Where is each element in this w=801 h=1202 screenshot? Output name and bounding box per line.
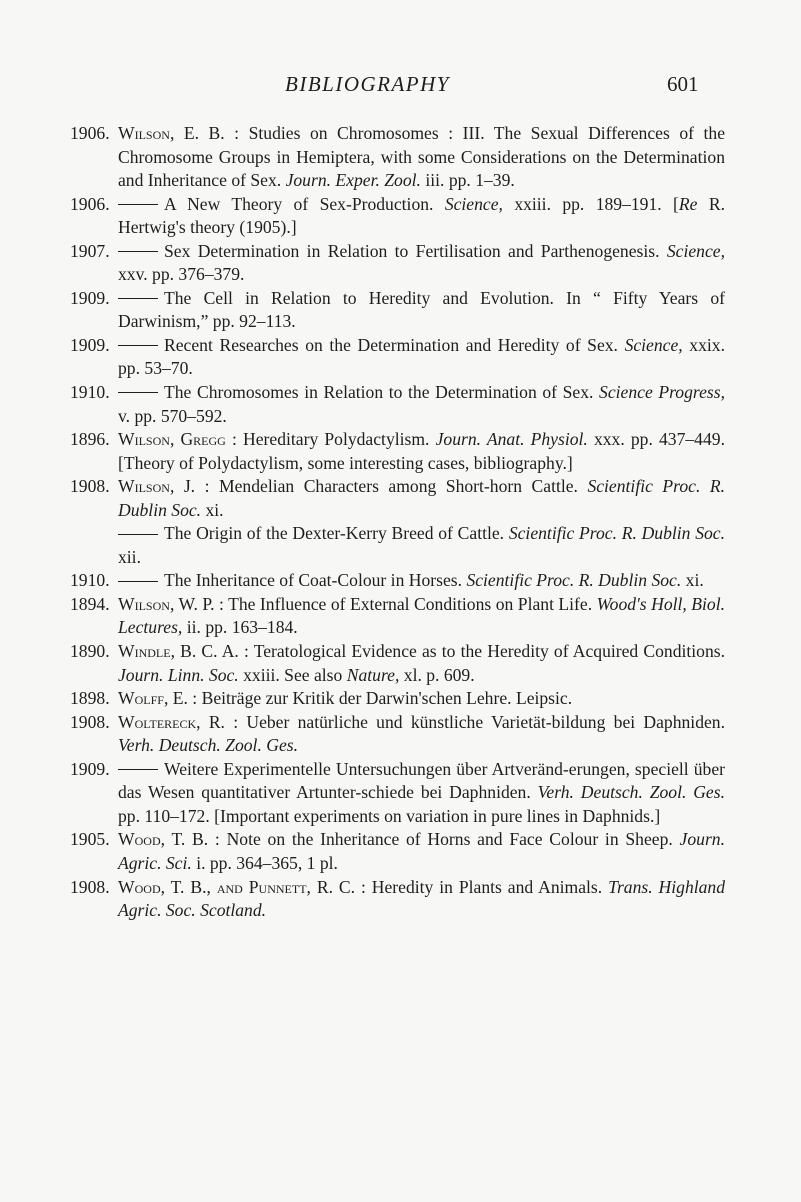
entry-title: A New Theory of Sex-Production. <box>164 193 434 214</box>
bibliography-entry <box>70 522 725 569</box>
entry-text <box>118 287 725 334</box>
bibliography-entry <box>70 640 725 687</box>
entry-year: 1898. <box>70 688 110 709</box>
entry-text <box>118 711 725 758</box>
entry-text <box>118 522 725 569</box>
entry-text <box>118 687 725 711</box>
entry-author: Woltereck, R. : <box>118 711 239 732</box>
entry-journal: Scientific Proc. R. Dublin Soc. <box>466 570 682 591</box>
entry-details: xi. <box>685 570 704 591</box>
entry-title: Mendelian Characters among Short-horn Cattle. <box>218 476 578 497</box>
entry-text <box>118 475 725 522</box>
entry-details: xi. <box>205 499 224 520</box>
page-number: 601 <box>667 72 699 96</box>
entry-journal: Journ. Linn. Soc. <box>118 664 239 685</box>
bibliography-entry <box>70 475 725 522</box>
entry-details: xl. p. 609. <box>403 664 475 685</box>
entry-text <box>118 428 725 475</box>
entry-author: Wilson, E. B. : <box>118 123 240 143</box>
ditto-dash <box>118 345 158 346</box>
bibliography-entry <box>70 122 725 193</box>
entry-author: Wood, T. B. : <box>118 829 220 850</box>
entry-text <box>118 240 725 287</box>
entry-text <box>118 381 725 428</box>
bibliography-entry <box>70 711 725 758</box>
ditto-dash <box>118 204 158 205</box>
entry-title: The Influence of External Conditions on Plant Life. <box>228 593 593 614</box>
bibliography-entry <box>70 687 725 711</box>
entry-journal: Journ. Anat. Physiol. <box>435 429 588 450</box>
entry-details: ii. pp. 163–184. <box>186 617 298 638</box>
bibliography-entry <box>70 758 725 829</box>
entry-note: R. Hertwig's theory (1905).] <box>118 193 725 238</box>
entry-journal: Nature, <box>346 664 400 685</box>
ditto-dash <box>118 534 158 535</box>
entry-journal: Science, <box>666 240 725 261</box>
ditto-dash <box>118 769 158 770</box>
entry-year: 1906. <box>70 123 110 143</box>
entry-journal: Scientific Proc. R. Dublin Soc. <box>118 476 725 520</box>
entry-text <box>118 828 725 875</box>
entry-year: 1890. <box>70 641 110 662</box>
entry-journal: Science, <box>444 193 503 214</box>
entry-details: xxx. pp. 437–449. [Theory of Polydactylism, some interesting cases, bibliography.] <box>118 429 725 473</box>
bibliography-entry <box>70 334 725 381</box>
entry-text <box>118 569 725 593</box>
entry-note-marker: Re <box>678 193 698 214</box>
entry-details: xxv. pp. 376–379. <box>118 264 245 285</box>
entry-year: 1910. <box>70 570 110 591</box>
running-title: BIBLIOGRAPHY <box>285 72 450 96</box>
entry-details: xxiii. See also <box>243 664 343 685</box>
entry-title: Heredity in Plants and Animals. <box>371 876 603 897</box>
bibliography-entry <box>70 193 725 240</box>
entry-title: Sex Determination in Relation to Fertilisation and Parthenogenesis. <box>164 240 660 261</box>
entry-details: xxix. pp. 53–70. <box>118 334 725 379</box>
entry-year: 1908. <box>70 476 110 497</box>
entry-journal: Trans. Highland Agric. Soc. Scotland. <box>118 876 726 921</box>
entry-author: Wilson, J. : <box>118 476 210 497</box>
entry-title: Weitere Experimentelle Untersuchungen über Artveränd-erungen, speciell über das Wesen quantitativer Artunter-schiede bei Daphniden. <box>118 758 725 803</box>
bibliography-entry <box>70 828 725 875</box>
entry-journal: Verh. Deutsch. Zool. Ges. <box>118 735 299 756</box>
entry-journal: Journ. Agric. Sci. <box>118 829 725 873</box>
entry-year: 1908. <box>70 711 110 732</box>
bibliography-entry <box>70 428 725 475</box>
entry-title: The Origin of the Dexter-Kerry Breed of Cattle. <box>164 523 505 544</box>
bibliography-entry <box>70 593 725 640</box>
entry-text <box>118 640 725 687</box>
entry-year: 1896. <box>70 429 110 450</box>
entry-year: 1907. <box>70 240 110 261</box>
entry-author: Wood, T. B., and Punnett, R. C. : <box>118 876 366 897</box>
entry-text <box>118 758 725 829</box>
entry-journal: Verh. Deutsch. Zool. Ges. <box>537 782 725 803</box>
entry-journal: Scientific Proc. R. Dublin Soc. <box>508 523 725 544</box>
entry-title: Teratological Evidence as to the Heredity of Acquired Conditions. <box>253 641 725 662</box>
ditto-dash <box>118 251 158 252</box>
entry-text <box>118 122 725 193</box>
entry-details: iii. pp. 1–39. <box>425 170 515 191</box>
entry-text <box>118 876 725 923</box>
entry-details: pp. 110–172. [Important experiments on variation in pure lines in Daphnids.] <box>118 805 661 826</box>
entry-author: Wilson, Gregg : <box>118 429 237 450</box>
entry-year: 1905. <box>70 829 110 850</box>
bibliography-list <box>70 122 725 923</box>
ditto-dash <box>118 392 158 393</box>
entry-year: 1909. <box>70 287 110 308</box>
entry-title: Recent Researches on the Determination and Heredity of Sex. <box>164 334 618 355</box>
entry-title: Hereditary Polydactylism. <box>243 429 430 450</box>
entry-title: Beiträge zur Kritik der Darwin'schen Lehre. Leipsic. <box>201 688 573 709</box>
entry-journal: Science, <box>624 334 683 355</box>
entry-year: 1910. <box>70 382 110 403</box>
entry-details: v. pp. 570–592. <box>118 405 227 426</box>
entry-details: xii. <box>118 546 141 567</box>
entry-year: 1906. <box>70 193 110 214</box>
ditto-dash <box>118 298 158 299</box>
entry-author: Wolff, E. : <box>118 688 198 709</box>
bibliography-entry <box>70 240 725 287</box>
entry-title: The Chromosomes in Relation to the Determination of Sex. <box>164 382 594 403</box>
entry-details: xxiii. pp. 189–191. [ <box>514 193 679 214</box>
entry-year: 1909. <box>70 758 110 779</box>
entry-details: i. pp. 364–365, 1 pl. <box>196 852 338 873</box>
entry-journal: Journ. Exper. Zool. <box>285 170 421 191</box>
entry-year: 1908. <box>70 876 110 897</box>
bibliography-entry <box>70 569 725 593</box>
entry-text <box>118 593 725 640</box>
entry-author: Wilson, W. P. : <box>118 593 224 614</box>
entry-title: The Inheritance of Coat-Colour in Horses. <box>164 570 463 591</box>
entry-text <box>118 193 725 240</box>
entry-text <box>118 334 725 381</box>
entry-year: 1894. <box>70 593 110 614</box>
entry-title: Studies on Chromosomes : III. The Sexual Differences of the Chromosome Groups in Hemiptera, with some Considerations on the Determination and Inheritance of Sex. <box>118 123 726 191</box>
entry-journal: Science Progress, <box>599 382 725 403</box>
entry-year: 1909. <box>70 334 110 355</box>
ditto-dash <box>118 581 158 582</box>
entry-author: Windle, B. C. A. : <box>118 641 249 662</box>
running-header <box>0 72 801 102</box>
entry-title: Note on the Inheritance of Horns and Face Colour in Sheep. <box>226 829 673 850</box>
entry-title: The Cell in Relation to Heredity and Evolution. In “ Fifty Years of Darwinism,” pp. 92–113. <box>118 287 725 332</box>
entry-journal: Wood's Holl, Biol. Lectures, <box>118 593 725 638</box>
entry-title: Ueber natürliche und künstliche Varietät-bildung bei Daphniden. <box>246 711 725 732</box>
bibliography-entry <box>70 381 725 428</box>
bibliography-entry <box>70 287 725 334</box>
bibliography-entry <box>70 876 725 923</box>
